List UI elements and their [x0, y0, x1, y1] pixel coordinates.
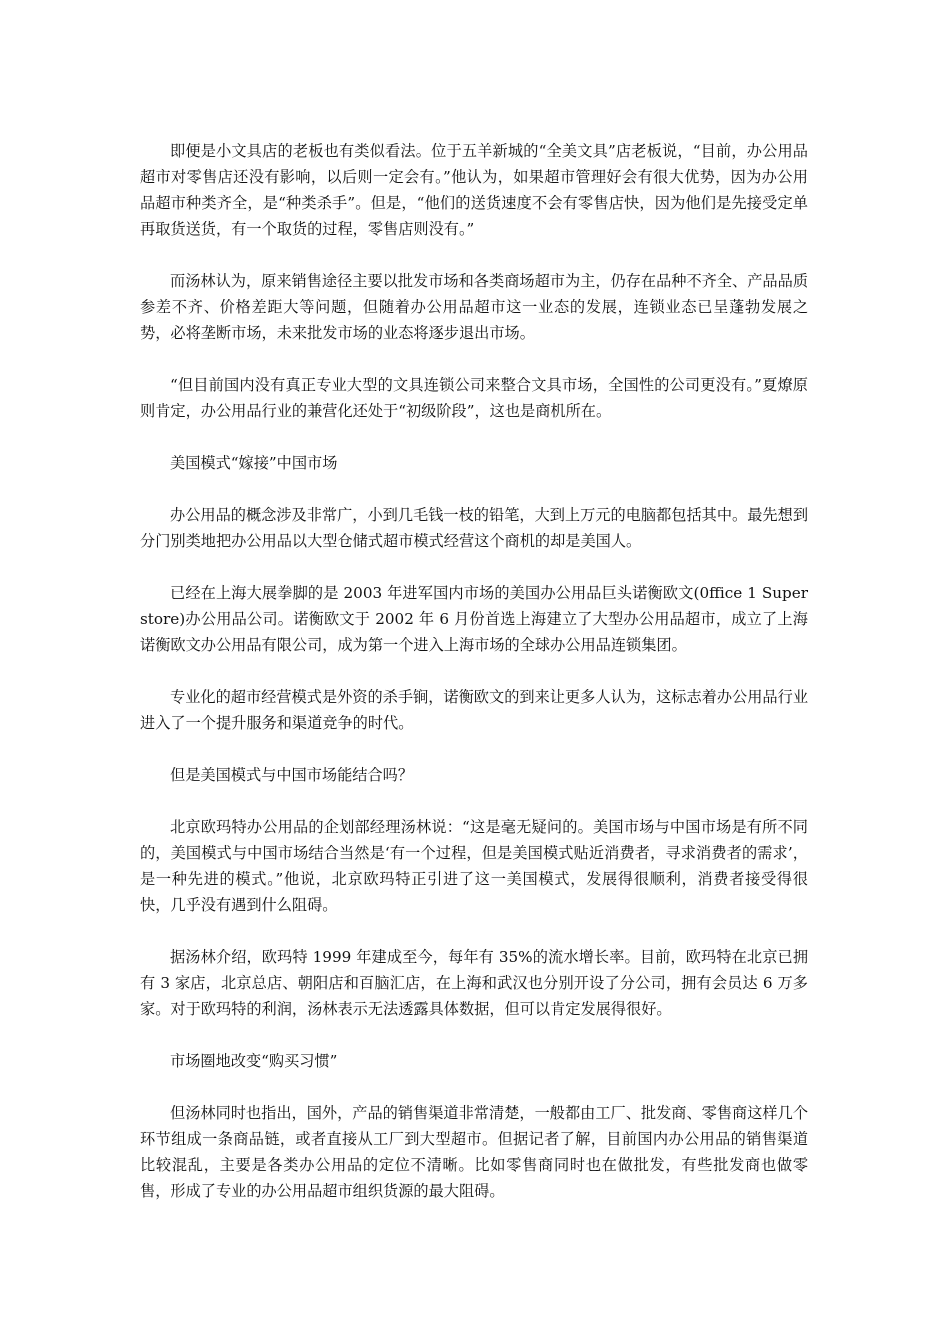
paragraph: 专业化的超市经营模式是外资的杀手锏，诺衡欧文的到来让更多人认为，这标志着办公用品行业进入了一个提升服务和渠道竞争的时代。: [140, 688, 808, 732]
section-heading: 市场圈地改变“购买习惯”: [170, 1052, 338, 1070]
paragraph: 北京欧玛特办公用品的企划部经理汤林说：“这是毫无疑问的。美国市场与中国市场是有所不同的，美国模式与中国市场结合当然是‘有一个过程，但是美国模式贴近消费者，寻求消费者的需求’，是一种先进的模式。”他说，北京欧玛特正引进了这一美国模式，发展得很顺利，消费者接受得很快，几乎没有遇到什么阻碍。: [140, 818, 808, 914]
section-heading: 美国模式“嫁接”中国市场: [170, 454, 338, 472]
paragraph: 而汤林认为，原来销售途径主要以批发市场和各类商场超市为主，仍存在品种不齐全、产品品质参差不齐、价格差距大等问题，但随着办公用品超市这一业态的发展，连锁业态已呈蓬勃发展之势，必将垄断市场，未来批发市场的业态将逐步退出市场。: [140, 272, 808, 342]
paragraph: 但汤林同时也指出，国外，产品的销售渠道非常清楚，一般都由工厂、批发商、零售商这样几个环节组成一条商品链，或者直接从工厂到大型超市。但据记者了解，目前国内办公用品的销售渠道比较混乱，主要是各类办公用品的定位不清晰。比如零售商同时也在做批发，有些批发商也做零售，形成了专业的办公用品超市组织货源的最大阻碍。: [140, 1104, 808, 1200]
paragraph: “但目前国内没有真正专业大型的文具连锁公司来整合文具市场，全国性的公司更没有。”夏燎原则肯定，办公用品行业的兼营化还处于“初级阶段”，这也是商机所在。: [140, 376, 808, 420]
paragraph: 据汤林介绍，欧玛特 1999 年建成至今，每年有 35%的流水增长率。目前，欧玛特在北京已拥有 3 家店，北京总店、朝阳店和百脑汇店，在上海和武汉也分别开设了分公司，拥有会员达 6 万多家。对于欧玛特的利润，汤林表示无法透露具体数据，但可以肯定发展得很好。: [140, 948, 808, 1018]
section-heading: 但是美国模式与中国市场能结合吗？: [170, 766, 413, 784]
paragraph: 即便是小文具店的老板也有类似看法。位于五羊新城的“全美文具”店老板说，“目前，办公用品超市对零售店还没有影响，以后则一定会有。”他认为，如果超市管理好会有很大优势，因为办公用品超市种类齐全，是“种类杀手”。但是，“他们的送货速度不会有零售店快，因为他们是先接受定单再取货送货，有一个取货的过程，零售店则没有。”: [140, 142, 808, 238]
paragraph: 办公用品的概念涉及非常广，小到几毛钱一枝的铅笔，大到上万元的电脑都包括其中。最先想到分门别类地把办公用品以大型仓储式超市模式经营这个商机的却是美国人。: [140, 506, 808, 550]
document-body: [140, 138, 808, 1230]
paragraph: 已经在上海大展拳脚的是 2003 年进军国内市场的美国办公用品巨头诺衡欧文(0ffice 1 Superstore)办公用品公司。诺衡欧文于 2002 年 6 月份首选上海建立了大型办公用品超市，成立了上海诺衡欧文办公用品有限公司，成为第一个进入上海市场的全球办公用品连锁集团。: [140, 584, 808, 654]
